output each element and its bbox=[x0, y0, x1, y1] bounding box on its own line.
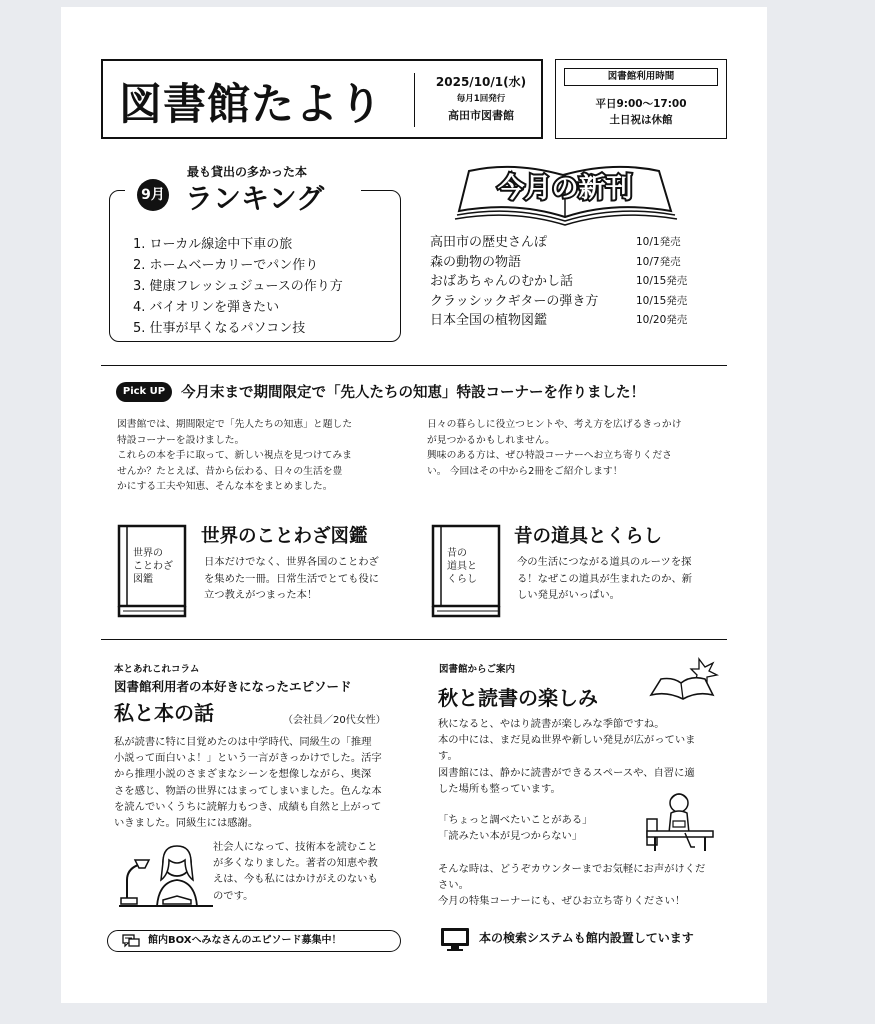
book-title: 森の動物の物語 bbox=[430, 254, 522, 270]
divider bbox=[414, 73, 415, 127]
list-item bbox=[430, 311, 720, 331]
guide-label: 図書館からご案内 bbox=[439, 664, 516, 675]
hours-weekday: 平日9:00〜17:00 bbox=[595, 98, 687, 110]
text-line: 本の中には、まだ見ぬ世界や新しい発見が広がっていま bbox=[438, 734, 696, 747]
book-cover-text bbox=[447, 547, 477, 586]
monitor-icon bbox=[440, 927, 470, 953]
text-line: した場所も整っています。 bbox=[438, 782, 561, 795]
cover-line: 道具と bbox=[447, 561, 477, 572]
cover-line: 世界の bbox=[133, 548, 163, 559]
text-line: 「読みたい本が見つからない」 bbox=[438, 830, 583, 843]
text-line: 興味のある方は、ぜひ特設コーナーへお立ち寄りくださ bbox=[427, 450, 672, 462]
ranking-subtitle: 最も貸出の多かった本 bbox=[187, 165, 308, 179]
text-line: 図書館では、期間限定で「先人たちの知恵」と題した bbox=[117, 419, 353, 430]
open-book-banner-icon bbox=[453, 159, 679, 227]
pickup-badge: Pick UP bbox=[116, 382, 172, 402]
pickup-text-left bbox=[117, 417, 407, 495]
book-title: 日本全国の植物図鑑 bbox=[430, 313, 548, 328]
book-cover-text bbox=[133, 547, 173, 586]
list-item bbox=[430, 292, 720, 312]
text-line: せんか？たとえば、昔から伝わる、日々の生活を豊 bbox=[117, 465, 343, 477]
text-line: 日々の暮らしに役立つヒントや、考え方を広げるきっかけ bbox=[427, 419, 682, 430]
featured-book-description bbox=[204, 554, 379, 604]
newsletter-title: 図書館たより bbox=[119, 80, 383, 130]
newsletter-page bbox=[61, 7, 767, 1003]
pickup-text-right bbox=[427, 417, 727, 479]
autumn-text-2 bbox=[438, 861, 728, 910]
cover-line: 図鑑 bbox=[133, 574, 153, 585]
ranking-title: ランキング bbox=[185, 182, 325, 215]
text-line: 今月の特集コーナーにも、ぜひお立ち寄りください！ bbox=[438, 895, 686, 908]
ranking-item: 4. バイオリンを弾きたい bbox=[133, 300, 280, 315]
ranking-item: 2. ホームベーカリーでパン作り bbox=[133, 258, 319, 273]
issue-date: 2025/10/1(水) bbox=[435, 75, 527, 89]
cover-line: 昔の bbox=[447, 548, 467, 559]
cover-line: ことわざ bbox=[133, 561, 173, 572]
release-date: 10/7発売 bbox=[636, 255, 681, 268]
list-item bbox=[430, 253, 720, 273]
text-line: を集めた一冊。日常生活でとても役に bbox=[204, 572, 380, 585]
release-date: 10/15発売 bbox=[636, 275, 688, 287]
month-badge: 9月 bbox=[137, 179, 169, 211]
pickup-heading: 今月末まで期間限定で「先人たちの知恵」特設コーナーを作りました！ bbox=[181, 385, 645, 401]
text-line: から推理小説のさまざまなシーンを想像しながら、奥深 bbox=[114, 768, 372, 781]
search-system-notice: 本の検索システムも館内設置しています bbox=[479, 931, 694, 945]
ranking-list bbox=[133, 234, 393, 339]
open-book-leaf-icon bbox=[647, 655, 719, 705]
section-divider bbox=[101, 639, 727, 640]
text-line: さを感じ、物語の世界にはまってしまいました。色んな本 bbox=[114, 784, 382, 797]
text-line: 小説って面白いよ！」という一言がきっかけでした。活字 bbox=[114, 752, 382, 765]
book-title: 高田市の歴史さんぽ bbox=[430, 235, 548, 250]
text-line: 私が読書に特に目覚めたのは中学時代、同級生の「推理 bbox=[114, 736, 372, 748]
text-line: い。 今回はその中から2冊をご紹介します！ bbox=[427, 465, 623, 477]
ranking-item: 5. 仕事が早くなるパソコン技 bbox=[133, 321, 306, 336]
library-name: 高田市図書館 bbox=[448, 109, 514, 122]
column-text bbox=[114, 734, 404, 831]
episode-notice-pill bbox=[107, 930, 401, 952]
opening-hours-box bbox=[555, 59, 727, 139]
featured-book-title: 世界のことわざ図鑑 bbox=[201, 526, 368, 547]
autumn-quotes bbox=[438, 812, 638, 844]
text-line: る！なぜこの道具が生まれたのか、新 bbox=[517, 572, 693, 585]
new-arrivals-title: 今月の新刊 bbox=[497, 173, 633, 204]
featured-book-description bbox=[517, 554, 692, 604]
text-line: 立つ教えがつまった本！ bbox=[204, 589, 318, 601]
column-subtitle: 図書館利用者の本好きになったエピソード bbox=[114, 679, 352, 694]
text-line: これらの本を手に取って、新しい視点を見つけてみま bbox=[117, 450, 352, 462]
book-title: おばあちゃんのむかし話 bbox=[430, 274, 574, 289]
text-line: 「ちょっと調べたいことがある」 bbox=[438, 814, 593, 826]
text-line: 社会人になって、技術本を読むこと bbox=[213, 841, 378, 853]
masthead bbox=[101, 59, 543, 139]
column-text-2 bbox=[213, 839, 403, 904]
text-line: しい発見がいっぱい。 bbox=[517, 589, 620, 601]
episode-notice-text: 館内BOXへみなさんのエピソード募集中！ bbox=[148, 935, 342, 946]
text-line: 図書館には、静かに読書ができるスペースや、自習に適 bbox=[438, 766, 695, 779]
text-line: 今の生活につながる道具のルーツを探 bbox=[517, 556, 692, 568]
autumn-title: 秋と読書の楽しみ bbox=[438, 686, 598, 710]
list-item bbox=[430, 272, 720, 292]
ranking-item: 3. 健康フレッシュジュースの作り方 bbox=[133, 279, 343, 294]
release-date: 10/20発売 bbox=[636, 314, 688, 326]
reading-woman-illustration bbox=[119, 840, 213, 914]
text-line: さい。 bbox=[438, 879, 469, 892]
ranking-header bbox=[125, 161, 361, 217]
column-author: （会社員／20代女性） bbox=[283, 715, 386, 726]
text-line: 日本だけでなく、世界各国のことわざ bbox=[204, 556, 379, 568]
cover-line: くらし bbox=[447, 574, 477, 585]
hours-holiday: 土日祝は休館 bbox=[609, 114, 673, 126]
text-line: 特設コーナーを設けました。 bbox=[117, 434, 245, 446]
autumn-text bbox=[438, 716, 728, 797]
release-date: 10/15発売 bbox=[636, 294, 688, 307]
ranking-item: 1. ローカル線途中下車の旅 bbox=[133, 237, 293, 252]
text-line: が見つかるかもしれません。 bbox=[427, 434, 555, 446]
boy-reading-bench-illustration bbox=[645, 789, 717, 855]
text-line: そんな時は、どうぞカウンターまでお気軽にお声がけくだ bbox=[438, 863, 706, 875]
text-line: のです。 bbox=[213, 889, 254, 902]
chat-bubble-icon bbox=[122, 934, 140, 949]
text-line: 秋になると、やはり読書が楽しみな季節ですね。 bbox=[438, 718, 665, 730]
featured-book-title: 昔の道具とくらし bbox=[514, 526, 663, 547]
release-date: 10/1発売 bbox=[636, 236, 681, 248]
text-line: かにする工夫や知恵、そんな本をまとめました。 bbox=[117, 481, 333, 493]
list-item bbox=[430, 233, 720, 253]
column-label: 本とあれこれコラム bbox=[114, 664, 200, 675]
issue-frequency: 毎月1回発行 bbox=[456, 94, 506, 104]
text-line: す。 bbox=[438, 750, 458, 763]
text-line: を読んでいくうちに読解力もつき、成績も自然と上がって bbox=[114, 800, 382, 813]
text-line: が多くなりました。著者の知恵や教 bbox=[213, 857, 378, 870]
new-arrivals-list bbox=[430, 233, 720, 331]
column-title: 私と本の話 bbox=[114, 701, 214, 725]
book-title: クラッシックギターの弾き方 bbox=[430, 293, 599, 309]
text-line: いきました。同級生には感謝。 bbox=[114, 817, 259, 830]
section-divider bbox=[101, 365, 727, 366]
text-line: えは、今も私にはかけがえのないも bbox=[213, 873, 378, 886]
hours-title: 図書館利用時間 bbox=[564, 68, 718, 86]
